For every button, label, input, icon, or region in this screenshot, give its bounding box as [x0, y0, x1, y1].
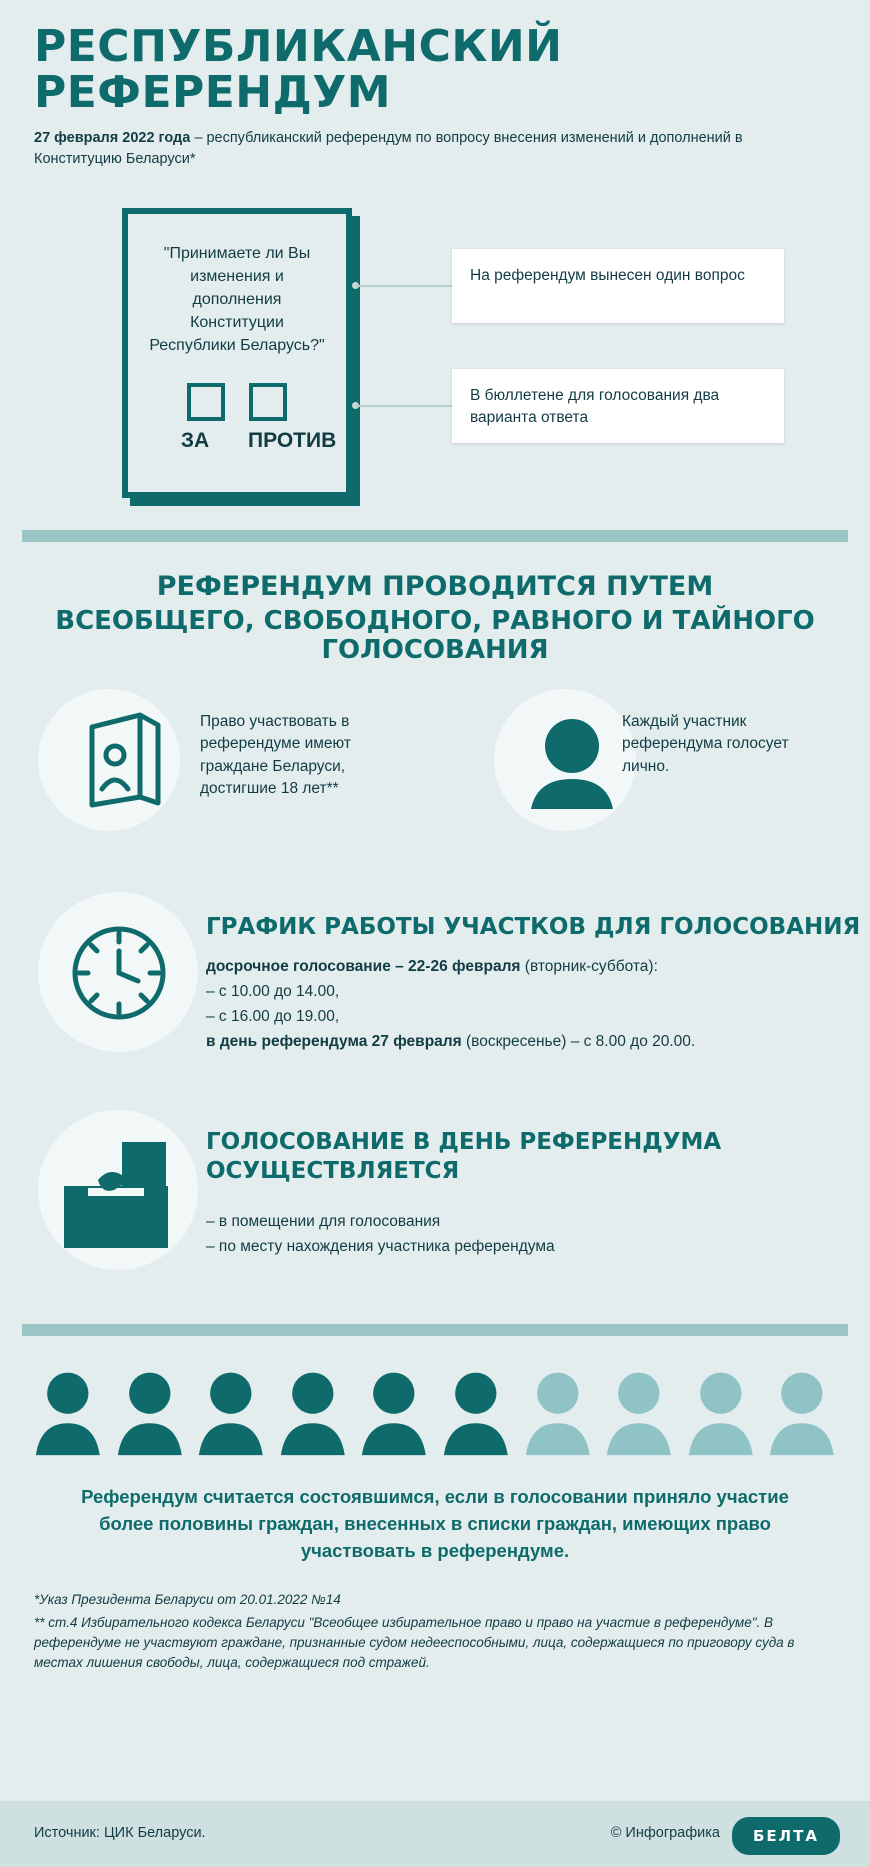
clock-icon: [70, 924, 168, 1022]
person-light-icon: [524, 1366, 592, 1458]
section-divider-top: [22, 530, 848, 542]
schedule-early-line: [206, 954, 846, 979]
footnote-one: *Указ Президента Беларуси от 20.01.2022 №14: [34, 1592, 341, 1608]
ballot-section: [0, 194, 870, 524]
schedule-day-rest: (воскресенье) – с 8.00 до 20.00.: [461, 1033, 696, 1051]
leader-line-two: [356, 405, 452, 407]
person-filled-icon: [34, 1366, 102, 1458]
schedule-morning: – с 10.00 до 14.00,: [206, 983, 340, 1001]
schedule-body: [206, 954, 846, 1054]
turnout-text: Референдум считается состоявшимся, если в голосовании приняло участие более половины граждан, внесенных в списки граждан, имеющих право участвовать в референдуме.: [81, 1485, 789, 1561]
header-subtitle: [34, 128, 834, 170]
voting-principles-line1: РЕФЕРЕНДУМ ПРОВОДИТСЯ ПУТЕМ: [156, 570, 714, 602]
person-light-icon: [768, 1366, 836, 1458]
section-divider-bottom: [22, 1324, 848, 1336]
belta-logo: БЕЛТА: [732, 1817, 840, 1855]
person-light-icon: [687, 1366, 755, 1458]
person-light-icon: [605, 1366, 673, 1458]
voting-principles-line2: ВСЕОБЩЕГО, СВОБОДНОГО, РАВНОГО И ТАЙНОГО ГОЛОСОВАНИЯ: [55, 605, 815, 665]
voting-day-item-1: – в помещении для голосования: [206, 1212, 441, 1230]
voting-day-item-2: – по месту нахождения участника референдума: [206, 1237, 555, 1255]
footnote-two: ** ст.4 Избирательного кодекса Беларуси "Всеобщее избирательное право и право на участие в референдуме". В референдуме не участвуют граждане, признанные судом недееспособными, лица, содержащиеся по приговору суда в местах лишения свободы, лица, содержащиеся под стражей.: [34, 1614, 795, 1671]
checkbox-against[interactable]: [249, 383, 287, 421]
eligibility-row: [0, 689, 870, 864]
option-against-label: ПРОТИВ: [248, 429, 337, 453]
footnotes: [34, 1590, 836, 1673]
passport-icon: [82, 711, 178, 809]
schedule-section: [0, 892, 870, 1092]
footer-copyright: © Инфографика: [610, 1825, 720, 1841]
person-filled-icon: [442, 1366, 510, 1458]
schedule-day-line: [206, 1029, 846, 1054]
voting-principles-heading: [30, 572, 840, 665]
ballot-option-labels: [128, 429, 346, 453]
ballot-card: [122, 208, 352, 498]
callout-two-answers: В бюллетене для голосования два варианта ответа: [452, 369, 784, 443]
person-filled-icon: [279, 1366, 347, 1458]
schedule-early-days: (вторник-суббота):: [520, 957, 658, 975]
ballot-box-icon: [58, 1136, 186, 1256]
ballot-question: "Принимаете ли Вы изменения и дополнения Конституции Республики Беларусь?": [149, 244, 325, 355]
callout-one-question: На референдум вынесен один вопрос: [452, 249, 784, 323]
schedule-evening: – с 16.00 до 19.00,: [206, 1008, 340, 1026]
personal-vote-text: Каждый участник референдума голосует лично.: [622, 712, 789, 775]
footer: [0, 1801, 870, 1867]
voting-day-body: [206, 1210, 846, 1260]
person-filled-icon: [360, 1366, 428, 1458]
checkbox-for[interactable]: [187, 383, 225, 421]
page-title: РЕСПУБЛИКАНСКИЙ РЕФЕРЕНДУМ: [34, 21, 563, 118]
turnout-people-strip: [0, 1366, 870, 1458]
voting-day-heading: ГОЛОСОВАНИЕ В ДЕНЬ РЕФЕРЕНДУМА ОСУЩЕСТВЛЯЕТСЯ: [206, 1128, 722, 1184]
person-filled-icon: [116, 1366, 184, 1458]
right-to-vote-text: Право участвовать в референдуме имеют граждане Беларуси, достигшие 18 лет**: [200, 712, 351, 798]
header-subtitle-rest: – республиканский референдум по вопросу внесения изменений и дополнений в Конституцию Беларуси*: [34, 129, 743, 167]
ballot-checkboxes: [128, 383, 346, 421]
referendum-date: 27 февраля 2022 года: [34, 129, 191, 146]
footer-source: Источник: ЦИК Беларуси.: [34, 1825, 206, 1841]
option-for-label: ЗА: [180, 429, 210, 453]
person-filled-icon: [197, 1366, 265, 1458]
schedule-day-label: в день референдума 27 февраля: [206, 1033, 462, 1051]
leader-line-one: [356, 285, 452, 287]
schedule-early-label: досрочное голосование – 22-26 февраля: [206, 957, 521, 975]
person-icon: [525, 713, 619, 809]
voting-day-section: [0, 1110, 870, 1310]
header: [0, 0, 870, 170]
schedule-heading: ГРАФИК РАБОТЫ УЧАСТКОВ ДЛЯ ГОЛОСОВАНИЯ: [206, 913, 861, 940]
